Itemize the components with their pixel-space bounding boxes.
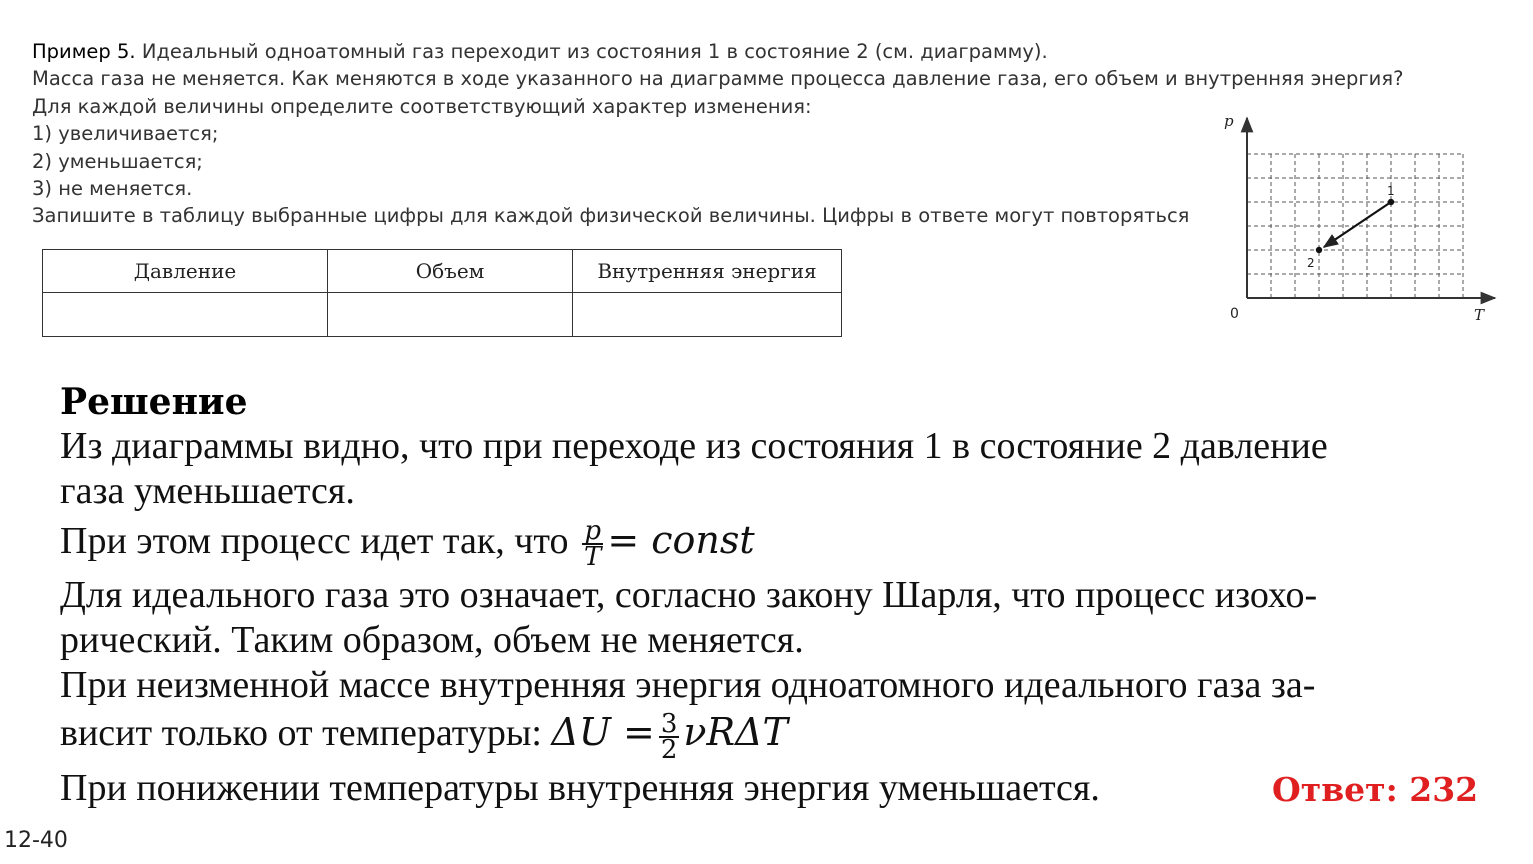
origin-label: 0 [1230,306,1239,322]
answer-cell-pressure [43,293,328,337]
problem-label: Пример 5. [32,40,136,63]
const-expression: = const [607,518,755,562]
state-1-label: 1 [1387,184,1395,198]
solution-line-5: рический. Таким образом, объем не меняется. [60,619,804,662]
fraction-denominator-2: 2 [660,734,678,765]
solution-line-6: При неизменной массе внутренняя энергия одноатомного идеального газа за- [60,664,1316,707]
pt-diagram [1210,108,1510,328]
problem-line-2: Масса газа не меняется. Как меняются в ходе указанного на диаграмме процесса давление газа, его объем и внутренняя энергия? [32,67,1404,91]
solution-title: Решение [60,381,248,423]
delta-u-expression: ΔU = [551,710,655,755]
problem-statement [32,38,1404,230]
answer-cell-internal-energy [573,293,842,337]
header-volume: Объем [328,250,573,293]
three-halves-fraction [659,708,680,765]
header-pressure: Давление [43,250,328,293]
state-1-point [1388,199,1394,205]
fraction-denominator: T [584,542,602,573]
p-over-t-fraction [582,516,603,573]
solution-line-2: газа уменьшается. [60,470,355,512]
fraction-numerator: p [582,519,603,545]
table-header-row [43,250,842,293]
problem-line-3: Для каждой величины определите соответствующий характер изменения: [32,94,812,118]
solution-line-7-text: висит только от температуры: [60,712,542,755]
fraction-numerator-3: 3 [660,708,678,739]
table-answer-row [43,293,842,337]
problem-line-7: Запишите в таблицу выбранные цифры для каждой физической величины. Цифры в ответе могут повторяться [32,204,1190,228]
option-1: 1) увеличивается; [32,122,219,146]
solution-line-1: Из диаграммы видно, что при переходе из состояния 1 в состояние 2 давление [60,425,1328,467]
state-2-point [1316,247,1322,253]
solution-line-4: Для идеального газа это означает, согласно закону Шарля, что процесс изохо- [60,574,1318,617]
option-3: 3) не меняется. [32,177,193,201]
state-2-label: 2 [1307,256,1315,270]
slide-number: 12-40 [4,828,68,853]
problem-text-1: Идеальный одноатомный газ переходит из состояния 1 в состояние 2 (см. диаграмму). [141,40,1048,63]
answer-cell-volume [328,293,573,337]
problem-line-1 [32,38,1222,65]
option-2: 2) уменьшается; [32,149,203,173]
solution-line-3-text: При этом процесс идет так, что [60,520,569,562]
solution-line-7 [60,708,1480,765]
final-answer: Ответ: 232 [1272,770,1479,809]
nu-r-delta-t-expression: νRΔT [683,710,788,755]
p-axis-label: p [1224,112,1234,130]
t-axis-label: T [1474,306,1485,324]
process-line [1324,202,1391,247]
solution-block [60,380,1480,811]
solution-line-8: При понижении температуры внутренняя энергия уменьшается. [60,766,1100,809]
answer-table [42,249,842,337]
header-internal-energy: Внутренняя энергия [573,250,842,293]
solution-line-3 [60,516,1480,573]
